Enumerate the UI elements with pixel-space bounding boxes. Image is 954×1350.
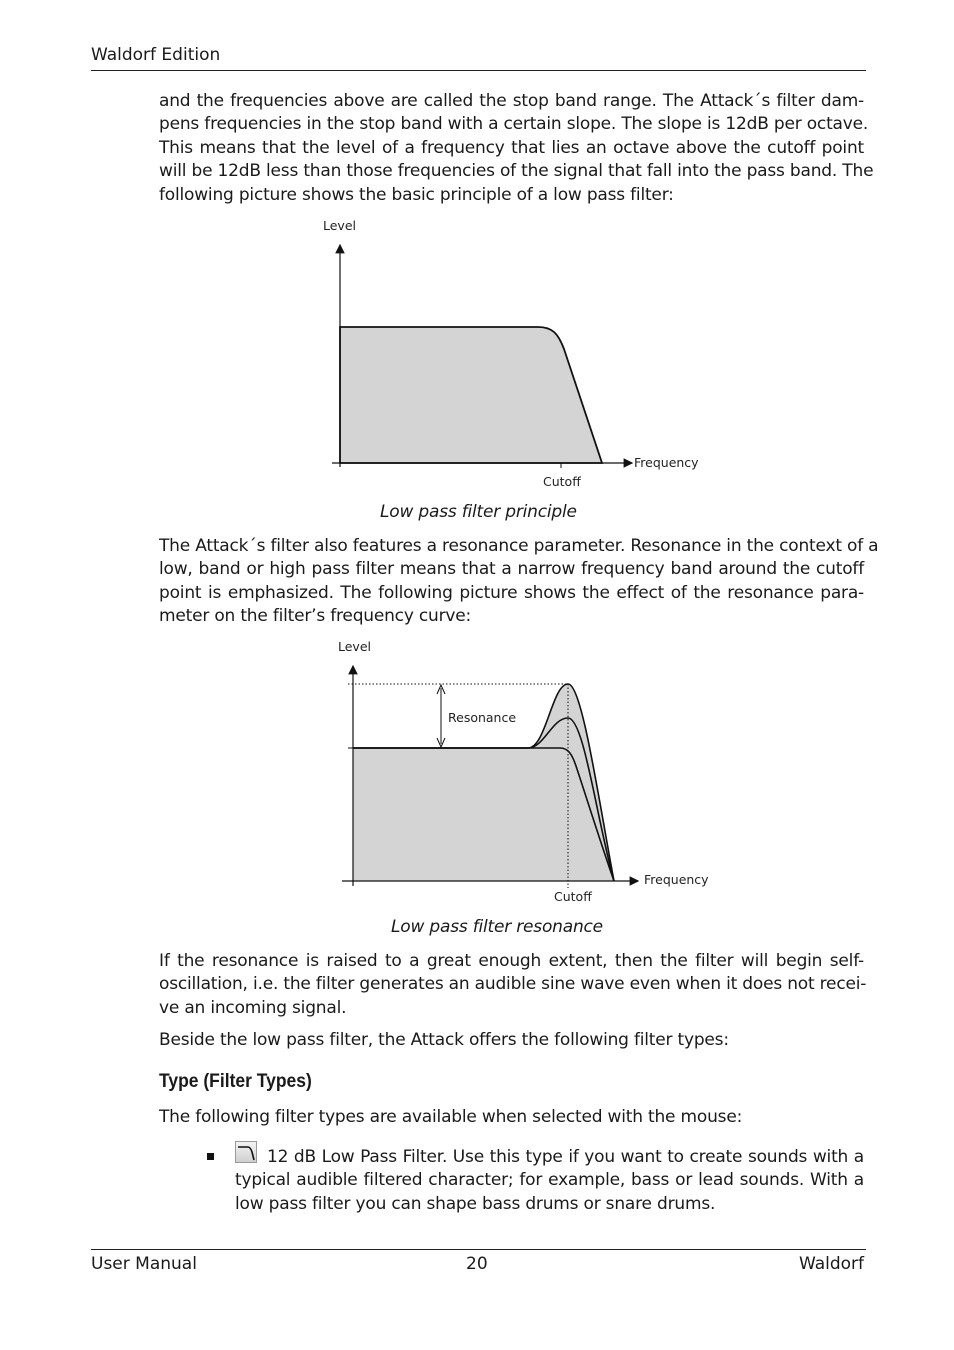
- paragraph-stop-band: [159, 90, 874, 207]
- frequency-label: Frequency: [634, 455, 699, 470]
- resonance-label: Resonance: [448, 710, 517, 725]
- page-number: 20: [466, 1254, 488, 1274]
- text-line: following picture shows the basic principle of a low pass filter:: [159, 184, 674, 205]
- text-line: and the frequencies above are called the stop band range. The Attack´s filter dam-: [159, 91, 864, 111]
- cutoff-label: Cutoff: [543, 474, 581, 489]
- text-line: pens frequencies in the stop band with a certain slope. The slope is 12dB per octave.: [159, 114, 869, 135]
- frequency-label: Frequency: [644, 872, 709, 887]
- footer-right: Waldorf: [798, 1254, 864, 1274]
- level-label: Level: [323, 218, 356, 233]
- text-line: oscillation, i.e. the filter generates an audible sine wave even when it does not recei-: [159, 974, 867, 995]
- text-line: This means that the level of a frequency that lies an octave above the cutoff point: [159, 137, 864, 158]
- paragraph-filter-types-intro: [159, 1029, 864, 1052]
- footer-left: User Manual: [91, 1254, 197, 1274]
- figure2-caption: Low pass filter resonance: [391, 917, 603, 937]
- text-line: Beside the low pass filter, the Attack offers the following filter types:: [159, 1030, 729, 1050]
- cutoff-label: Cutoff: [554, 889, 592, 904]
- text-line: If the resonance is raised to a great enough extent, then the filter will begin self-: [159, 951, 864, 971]
- figure1-caption: Low pass filter principle: [380, 502, 577, 522]
- paragraph-resonance: [159, 535, 879, 629]
- paragraph-filter-types-select: [159, 1106, 864, 1129]
- level-label: Level: [338, 639, 371, 654]
- lowpass-principle-figure: [300, 215, 720, 495]
- text-line: ve an incoming signal.: [159, 997, 347, 1018]
- text-line: low, band or high pass filter means that a narrow frequency band around the cutoff: [159, 559, 864, 580]
- paragraph-self-oscillation: [159, 950, 867, 1020]
- lowpass-filter-icon: [235, 1141, 257, 1163]
- bullet-lowpass-text-first: [267, 1146, 864, 1169]
- bullet-marker: [207, 1153, 214, 1160]
- text-line: typical audible filtered character; for example, bass or lead sounds. With a: [235, 1170, 864, 1191]
- bullet-lowpass-text-rest: [235, 1169, 864, 1216]
- text-line: The following filter types are available when selected with the mouse:: [159, 1107, 743, 1127]
- section-heading: Type (Filter Types): [159, 1071, 312, 1092]
- page-header-title: Waldorf Edition: [91, 45, 221, 65]
- lowpass-curve-area: [340, 327, 602, 463]
- text-line: 12 dB Low Pass Filter. Use this type if you want to create sounds with a: [267, 1147, 864, 1167]
- header-rule: [91, 70, 866, 71]
- text-line: meter on the filter’s frequency curve:: [159, 606, 472, 627]
- text-line: The Attack´s filter also features a resonance parameter. Resonance in the context of a: [159, 536, 879, 556]
- text-line: low pass filter you can shape bass drums or snare drums.: [235, 1193, 716, 1214]
- text-line: will be 12dB less than those frequencies of the signal that fall into the pass band. The: [159, 161, 874, 182]
- lowpass-resonance-figure: [320, 636, 720, 912]
- text-line: point is emphasized. The following picture shows the effect of the resonance para-: [159, 582, 864, 603]
- footer-rule: [91, 1249, 866, 1250]
